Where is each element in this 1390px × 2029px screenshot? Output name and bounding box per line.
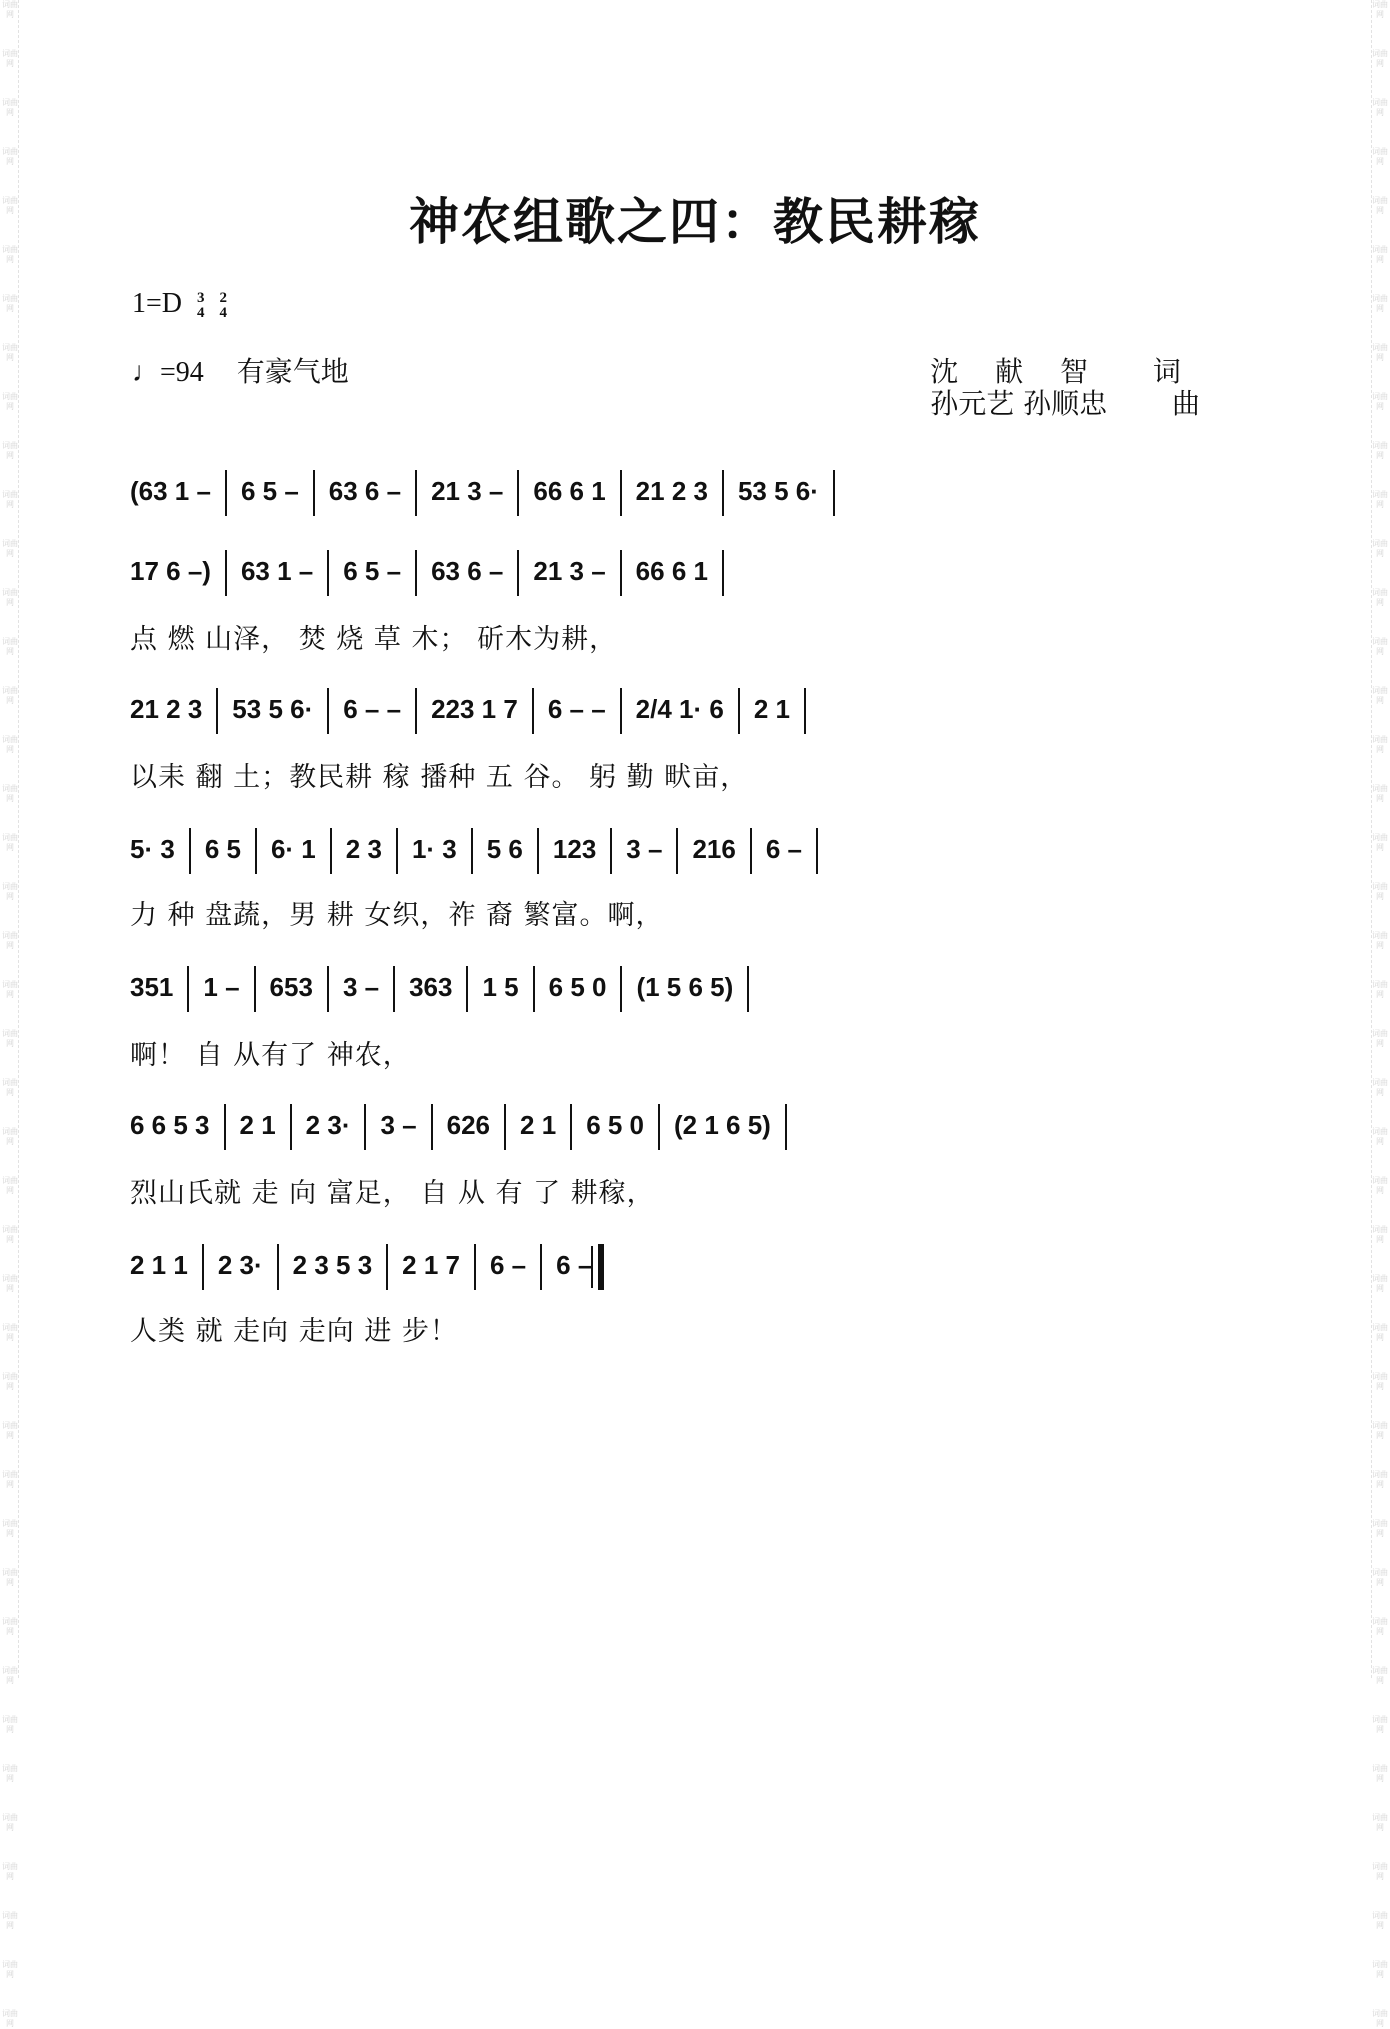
bar-line	[598, 1244, 604, 1290]
watermark-text: 词曲网	[2, 343, 18, 362]
watermark-text: 词曲网	[1372, 49, 1388, 68]
watermark-text: 词曲网	[2, 1764, 18, 1783]
time-signature-2: 2 4	[219, 289, 228, 321]
watermark-text: 词曲网	[1372, 735, 1388, 754]
bar-line	[722, 550, 724, 596]
watermark-text: 词曲网	[2, 1470, 18, 1489]
watermark-text: 词曲网	[2, 1666, 18, 1685]
watermark-text: 词曲网	[1372, 98, 1388, 117]
watermark-text: 词曲网	[2, 1078, 18, 1097]
bar-line	[804, 688, 806, 734]
bar-line	[504, 1104, 506, 1150]
watermark-text: 词曲网	[1372, 1715, 1388, 1734]
measure: 3 –	[380, 1109, 417, 1140]
measure: 2 3·	[305, 1109, 351, 1140]
bar-line	[620, 470, 622, 516]
measure: 351	[130, 971, 174, 1002]
measure: 2 3	[345, 833, 382, 864]
bar-line	[620, 688, 622, 734]
bar-line	[610, 828, 612, 874]
key-and-time	[132, 288, 227, 321]
watermark-text: 词曲网	[2, 49, 18, 68]
tempo-line	[132, 350, 349, 390]
watermark-text: 词曲网	[1372, 1813, 1388, 1832]
watermark-text: 词曲网	[1372, 294, 1388, 313]
measure: 1 –	[203, 971, 240, 1002]
watermark-text: 词曲网	[1372, 1568, 1388, 1587]
watermark-text: 词曲网	[2, 931, 18, 950]
watermark-text: 词曲网	[1372, 1225, 1388, 1244]
bar-line	[216, 688, 218, 734]
score-line	[130, 966, 1210, 1026]
bar-line	[187, 966, 189, 1012]
watermark-text: 词曲网	[2, 833, 18, 852]
watermark-text: 词曲网	[1372, 1274, 1388, 1293]
measure: 2 1	[753, 693, 790, 724]
page-title: 神农组歌之四：教民耕稼	[409, 192, 981, 251]
bar-line	[537, 828, 539, 874]
bar-line	[393, 966, 395, 1012]
bar-line	[386, 1244, 388, 1290]
measure: 6 – –	[547, 693, 606, 724]
watermark-text: 词曲网	[1372, 1078, 1388, 1097]
bar-line	[816, 828, 818, 874]
watermark-text: 词曲网	[2, 1568, 18, 1587]
measure: 2 1	[239, 1109, 276, 1140]
watermark-text: 词曲网	[1372, 1666, 1388, 1685]
watermark-text: 词曲网	[2, 1862, 18, 1881]
watermark-text: 词曲网	[2, 1029, 18, 1048]
bar-line	[415, 470, 417, 516]
watermark-text: 词曲网	[2, 784, 18, 803]
watermark-text: 词曲网	[2, 441, 18, 460]
credits	[930, 356, 1200, 420]
composer: 孙元艺 孙顺忠 曲	[930, 387, 1200, 420]
bar-line	[225, 470, 227, 516]
bar-line	[750, 828, 752, 874]
watermark-text: 词曲网	[2, 1225, 18, 1244]
measure: 6 – –	[343, 693, 402, 724]
lyricist: 沈 献 智 词	[930, 355, 1181, 388]
bar-line	[431, 1104, 433, 1150]
watermark-text: 词曲网	[1372, 1470, 1388, 1489]
watermark-text: 词曲网	[1372, 1029, 1388, 1048]
bar-line	[533, 966, 535, 1012]
measure: 63 1 –	[240, 555, 314, 586]
watermark-text: 词曲网	[2, 2009, 18, 2028]
watermark-text: 词曲网	[1372, 441, 1388, 460]
bar-line	[474, 1244, 476, 1290]
bar-line	[833, 470, 835, 516]
watermark-text: 词曲网	[1372, 1764, 1388, 1783]
watermark-text: 词曲网	[1372, 147, 1388, 166]
measure: 17 6 –)	[130, 555, 211, 586]
measure: 5 6	[486, 833, 523, 864]
bar-line	[676, 828, 678, 874]
measure: 66 6 1	[533, 475, 606, 506]
watermark-text: 词曲网	[1372, 588, 1388, 607]
measure: 2 1	[520, 1109, 557, 1140]
bar-line	[330, 828, 332, 874]
measure: 223 1 7	[431, 693, 518, 724]
watermark-text: 词曲网	[2, 1813, 18, 1832]
watermark-text: 词曲网	[2, 490, 18, 509]
lyric-line: 点 燃 山泽， 焚 烧 草 木； 斫木为耕，	[130, 624, 618, 655]
watermark-text: 词曲网	[1372, 931, 1388, 950]
bar-line	[415, 688, 417, 734]
tempo: ♩=94	[132, 357, 204, 388]
bar-line	[471, 828, 473, 874]
measure: (63 1 –	[130, 475, 211, 506]
measure: 3 –	[342, 971, 380, 1002]
score-line	[130, 1104, 1210, 1164]
measure: 6 5 –	[343, 555, 402, 586]
measure: 2 3 5 3	[292, 1249, 373, 1280]
watermark-text: 词曲网	[2, 1519, 18, 1538]
score-line	[130, 550, 1210, 610]
score-line	[130, 828, 1210, 888]
watermark-text: 词曲网	[1372, 1372, 1388, 1391]
bar-line	[785, 1104, 787, 1150]
measure: 216	[692, 833, 736, 864]
key-signature: 1=D	[132, 288, 183, 319]
watermark-text: 词曲网	[1372, 1421, 1388, 1440]
watermark-text: 词曲网	[1372, 833, 1388, 852]
watermark-text: 词曲网	[2, 1960, 18, 1979]
bar-line	[277, 1244, 279, 1290]
measure: 6 5 0	[586, 1109, 645, 1140]
watermark-text: 词曲网	[2, 147, 18, 166]
watermark-text: 词曲网	[1372, 343, 1388, 362]
watermark-text: 词曲网	[2, 1372, 18, 1391]
watermark-text: 词曲网	[2, 1421, 18, 1440]
watermark-text: 词曲网	[1372, 1960, 1388, 1979]
watermark-text: 词曲网	[2, 1176, 18, 1195]
watermark-text: 词曲网	[2, 539, 18, 558]
measure: 63 6 –	[328, 475, 402, 506]
bar-line	[255, 828, 257, 874]
measure: 626	[446, 1109, 491, 1140]
lyric-line: 啊！ 自 从有了 神农，	[130, 1040, 411, 1071]
bar-line	[225, 550, 227, 596]
lyric-line: 人类 就 走向 走向 进 步！	[130, 1316, 458, 1347]
watermark-text: 词曲网	[2, 0, 18, 19]
bar-line	[722, 470, 724, 516]
bar-line	[517, 550, 519, 596]
measure: 63 6 –	[431, 555, 504, 586]
watermark-text: 词曲网	[2, 637, 18, 656]
measure: 53 5 6·	[232, 693, 314, 724]
watermark-text: 词曲网	[2, 392, 18, 411]
bar-line	[364, 1104, 366, 1150]
measure: 2 1 1	[130, 1249, 188, 1280]
measure: 6 –	[489, 1249, 527, 1280]
watermark-text: 词曲网	[1372, 1862, 1388, 1881]
measure: 2 3·	[217, 1249, 263, 1280]
bar-line	[620, 550, 622, 596]
measure: 1 5	[482, 971, 519, 1002]
watermark-text: 词曲网	[2, 294, 18, 313]
score-line	[130, 688, 1210, 748]
watermark-text: 词曲网	[1372, 0, 1388, 19]
bar-line	[327, 688, 329, 734]
bar-line	[313, 470, 315, 516]
measure: 21 2 3	[635, 475, 708, 506]
watermark-text: 词曲网	[2, 98, 18, 117]
bar-line	[327, 966, 329, 1012]
bar-line	[466, 966, 468, 1012]
bar-line	[415, 550, 417, 596]
watermark-text: 词曲网	[1372, 1911, 1388, 1930]
watermark-text: 词曲网	[1372, 392, 1388, 411]
measure: 66 6 1	[635, 555, 708, 586]
measure: 123	[552, 833, 597, 864]
measure: 53 5 6·	[737, 475, 819, 506]
measure: 6 5 0	[548, 971, 607, 1002]
watermark-text: 词曲网	[2, 1323, 18, 1342]
watermark-text: 词曲网	[1372, 637, 1388, 656]
bar-line	[189, 828, 191, 874]
watermark-text: 词曲网	[1372, 882, 1388, 901]
lyric-line: 以耒 翻 土；教民耕 稼 播种 五 谷。 躬 勤 畎亩，	[130, 762, 749, 793]
expression: 有豪气地	[236, 355, 349, 388]
measure: 6· 1	[270, 833, 316, 864]
watermark-text: 词曲网	[1372, 1176, 1388, 1195]
bar-line	[658, 1104, 660, 1150]
watermark-text: 词曲网	[2, 980, 18, 999]
watermark-text: 词曲网	[1372, 980, 1388, 999]
watermark-text: 词曲网	[1372, 1127, 1388, 1146]
watermark-text: 词曲网	[2, 686, 18, 705]
watermark-text: 词曲网	[2, 882, 18, 901]
bar-line	[747, 966, 749, 1012]
measure: 6 5 –	[240, 475, 299, 506]
watermark-text: 词曲网	[1372, 245, 1388, 264]
measure: 6 –	[765, 833, 802, 864]
measure: 653	[269, 971, 313, 1002]
bar-line	[202, 1244, 204, 1290]
watermark-text: 词曲网	[1372, 1617, 1388, 1636]
watermark-text: 词曲网	[2, 1911, 18, 1930]
watermark-text: 词曲网	[1372, 539, 1388, 558]
watermark-text: 词曲网	[1372, 196, 1388, 215]
watermark-text: 词曲网	[2, 1127, 18, 1146]
watermark-text: 词曲网	[1372, 2009, 1388, 2028]
watermark-text: 词曲网	[1372, 1323, 1388, 1342]
bar-line	[570, 1104, 572, 1150]
watermark-text: 词曲网	[2, 196, 18, 215]
measure: 21 3 –	[533, 555, 606, 586]
score-line	[130, 1244, 1210, 1304]
watermark-text: 词曲网	[1372, 490, 1388, 509]
measure: 21 2 3	[130, 693, 203, 724]
measure: 363	[409, 971, 453, 1002]
watermark-text: 词曲网	[2, 735, 18, 754]
watermark-text: 词曲网	[1372, 784, 1388, 803]
watermark-text: 词曲网	[2, 245, 18, 264]
bar-line	[532, 688, 534, 734]
bar-line	[738, 688, 740, 734]
watermark-text: 词曲网	[2, 1274, 18, 1293]
measure: 21 3 –	[431, 475, 504, 506]
bar-line	[327, 550, 329, 596]
measure: 2 1 7	[402, 1249, 460, 1280]
watermark-text: 词曲网	[2, 1715, 18, 1734]
lyric-line: 烈山氏就 走 向 富足， 自 从 有 了 耕稼，	[130, 1178, 655, 1209]
measure: 5· 3	[130, 833, 175, 864]
measure: 3 –	[626, 833, 663, 864]
measure: 1· 3	[411, 833, 457, 864]
bar-line	[254, 966, 256, 1012]
bar-line	[620, 966, 622, 1012]
bar-line	[396, 828, 398, 874]
bar-line	[290, 1104, 292, 1150]
measure: 6 5	[204, 833, 241, 864]
measure: 6 –	[556, 1249, 593, 1280]
watermark-text: 词曲网	[2, 1617, 18, 1636]
watermark-text: 词曲网	[2, 588, 18, 607]
bar-line	[517, 470, 519, 516]
bar-line	[540, 1244, 542, 1290]
lyric-line: 力 种 盘蔬，男 耕 女织，祚 裔 繁富。啊，	[130, 900, 664, 931]
score-line	[130, 470, 1210, 530]
measure: 6 6 5 3	[130, 1109, 210, 1140]
watermark-text: 词曲网	[1372, 686, 1388, 705]
watermark-text: 词曲网	[1372, 1519, 1388, 1538]
measure: (2 1 6 5)	[674, 1109, 771, 1140]
measure: (1 5 6 5)	[636, 971, 734, 1002]
time-signature-1: 3 4	[197, 289, 205, 321]
measure: 2/4 1· 6	[635, 693, 724, 724]
bar-line	[224, 1104, 226, 1150]
